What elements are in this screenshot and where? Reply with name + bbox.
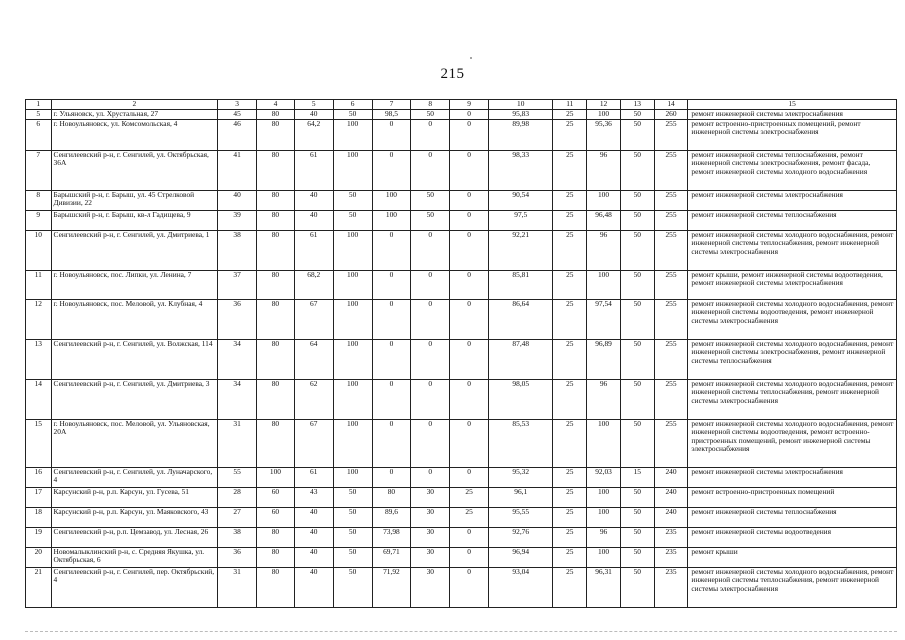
value-cell: 50 — [333, 487, 372, 507]
value-cell: 0 — [411, 379, 450, 419]
value-cell: 50 — [333, 567, 372, 607]
value-cell: 50 — [620, 567, 654, 607]
table-row — [26, 487, 897, 507]
value-cell: 50 — [620, 507, 654, 527]
value-cell: 50 — [620, 419, 654, 467]
value-cell: 0 — [450, 230, 489, 270]
value-cell: 235 — [654, 547, 688, 567]
value-cell: 87,48 — [489, 339, 553, 379]
value-cell: 0 — [450, 190, 489, 210]
value-cell: 40 — [294, 527, 333, 547]
value-cell: 96 — [587, 230, 621, 270]
row-number-cell: 19 — [26, 527, 52, 547]
value-cell: 0 — [411, 119, 450, 150]
column-number-cell: 15 — [688, 100, 897, 110]
repair-works-cell: ремонт инженерной системы теплоснабжения — [688, 507, 897, 527]
repair-works-cell: ремонт крыши, ремонт инженерной системы водоотведения, ремонт инженерной системы электроснабжения — [688, 270, 897, 299]
value-cell: 100 — [333, 119, 372, 150]
row-number-cell: 16 — [26, 467, 52, 487]
address-cell: Карсунский р-н, р.п. Карсун, ул. Маяковского, 43 — [51, 507, 218, 527]
value-cell: 50 — [333, 109, 372, 119]
value-cell: 50 — [620, 230, 654, 270]
value-cell: 28 — [218, 487, 257, 507]
value-cell: 100 — [333, 339, 372, 379]
row-number-cell: 15 — [26, 419, 52, 467]
value-cell: 100 — [587, 109, 621, 119]
value-cell: 80 — [257, 210, 295, 230]
header-row — [26, 100, 897, 110]
value-cell: 98,05 — [489, 379, 553, 419]
value-cell: 50 — [411, 109, 450, 119]
value-cell: 25 — [553, 467, 587, 487]
value-cell: 255 — [654, 339, 688, 379]
repair-works-cell: ремонт инженерной системы холодного водоснабжения, ремонт инженерной системы теплоснабжения, ремонт инженерной системы электроснабжения — [688, 567, 897, 607]
value-cell: 40 — [294, 190, 333, 210]
value-cell: 95,83 — [489, 109, 553, 119]
value-cell: 0 — [450, 270, 489, 299]
value-cell: 25 — [553, 109, 587, 119]
value-cell: 85,53 — [489, 419, 553, 467]
value-cell: 40 — [294, 507, 333, 527]
value-cell: 25 — [553, 150, 587, 190]
table-row — [26, 339, 897, 379]
value-cell: 80 — [372, 487, 411, 507]
repair-works-cell: ремонт инженерной системы электроснабжения — [688, 109, 897, 119]
value-cell: 80 — [257, 339, 295, 379]
value-cell: 50 — [620, 379, 654, 419]
value-cell: 50 — [620, 270, 654, 299]
value-cell: 40 — [294, 109, 333, 119]
repair-works-cell: ремонт инженерной системы электроснабжения — [688, 190, 897, 210]
value-cell: 40 — [218, 190, 257, 210]
value-cell: 100 — [333, 379, 372, 419]
value-cell: 80 — [257, 379, 295, 419]
value-cell: 61 — [294, 150, 333, 190]
row-number-cell: 17 — [26, 487, 52, 507]
value-cell: 100 — [587, 487, 621, 507]
value-cell: 71,92 — [372, 567, 411, 607]
value-cell: 60 — [257, 507, 295, 527]
row-number-cell: 11 — [26, 270, 52, 299]
value-cell: 255 — [654, 270, 688, 299]
value-cell: 50 — [333, 507, 372, 527]
value-cell: 25 — [553, 379, 587, 419]
value-cell: 40 — [294, 567, 333, 607]
value-cell: 41 — [218, 150, 257, 190]
value-cell: 25 — [553, 299, 587, 339]
value-cell: 255 — [654, 230, 688, 270]
value-cell: 97,54 — [587, 299, 621, 339]
value-cell: 0 — [450, 210, 489, 230]
repair-works-cell: ремонт инженерной системы теплоснабжения, ремонт инженерной системы электроснабжения, ремонт фасада, ремонт инженерной системы холодного водоснабжения — [688, 150, 897, 190]
value-cell: 68,2 — [294, 270, 333, 299]
value-cell: 0 — [372, 379, 411, 419]
value-cell: 100 — [587, 507, 621, 527]
repair-works-cell: ремонт инженерной системы водоотведения — [688, 527, 897, 547]
value-cell: 240 — [654, 507, 688, 527]
value-cell: 98,5 — [372, 109, 411, 119]
table-row — [26, 567, 897, 607]
value-cell: 25 — [553, 547, 587, 567]
value-cell: 25 — [553, 339, 587, 379]
repair-works-cell: ремонт инженерной системы электроснабжения — [688, 467, 897, 487]
value-cell: 95,36 — [587, 119, 621, 150]
value-cell: 100 — [372, 190, 411, 210]
column-number-cell: 10 — [489, 100, 553, 110]
column-number-cell: 8 — [411, 100, 450, 110]
column-number-cell: 12 — [587, 100, 621, 110]
column-number-cell: 5 — [294, 100, 333, 110]
value-cell: 0 — [372, 299, 411, 339]
value-cell: 50 — [333, 527, 372, 547]
value-cell: 30 — [411, 567, 450, 607]
address-cell: Барышский р-н, г. Барыш, ул. 45 Стрелковой Дивизии, 22 — [51, 190, 218, 210]
table-row — [26, 299, 897, 339]
value-cell: 100 — [587, 270, 621, 299]
value-cell: 36 — [218, 547, 257, 567]
row-number-cell: 12 — [26, 299, 52, 339]
value-cell: 50 — [620, 299, 654, 339]
value-cell: 50 — [411, 210, 450, 230]
value-cell: 27 — [218, 507, 257, 527]
value-cell: 67 — [294, 299, 333, 339]
value-cell: 64 — [294, 339, 333, 379]
table-row — [26, 230, 897, 270]
table-row — [26, 190, 897, 210]
value-cell: 50 — [411, 190, 450, 210]
row-number-cell: 7 — [26, 150, 52, 190]
data-table — [25, 99, 897, 608]
value-cell: 235 — [654, 527, 688, 547]
value-cell: 25 — [553, 270, 587, 299]
repair-works-cell: ремонт инженерной системы холодного водоснабжения, ремонт инженерной системы водоотведения, ремонт встроенно-пристроенных помещений, ремонт инженерной системы электроснабжения — [688, 419, 897, 467]
value-cell: 240 — [654, 467, 688, 487]
value-cell: 64,2 — [294, 119, 333, 150]
value-cell: 96 — [587, 150, 621, 190]
value-cell: 0 — [411, 270, 450, 299]
address-cell: Новомалыклинский р-н, с. Средняя Якушка, ул. Октябрьская, 6 — [51, 547, 218, 567]
value-cell: 255 — [654, 379, 688, 419]
address-cell: Карсунский р-н, р.п. Карсун, ул. Гусева, 51 — [51, 487, 218, 507]
value-cell: 0 — [450, 119, 489, 150]
value-cell: 96 — [587, 379, 621, 419]
value-cell: 46 — [218, 119, 257, 150]
value-cell: 55 — [218, 467, 257, 487]
value-cell: 0 — [411, 150, 450, 190]
value-cell: 73,98 — [372, 527, 411, 547]
address-cell: Барышский р-н, г. Барыш, кв-л Гадищева, 9 — [51, 210, 218, 230]
table-row — [26, 210, 897, 230]
value-cell: 30 — [411, 527, 450, 547]
value-cell: 97,5 — [489, 210, 553, 230]
table-row — [26, 467, 897, 487]
value-cell: 80 — [257, 299, 295, 339]
value-cell: 0 — [372, 270, 411, 299]
value-cell: 50 — [620, 190, 654, 210]
value-cell: 96,1 — [489, 487, 553, 507]
value-cell: 96,94 — [489, 547, 553, 567]
value-cell: 0 — [450, 339, 489, 379]
address-cell: г. Новоульяновск, ул. Комсомольская, 4 — [51, 119, 218, 150]
row-number-cell: 8 — [26, 190, 52, 210]
value-cell: 0 — [411, 299, 450, 339]
value-cell: 0 — [372, 150, 411, 190]
row-number-cell: 14 — [26, 379, 52, 419]
row-number-cell: 9 — [26, 210, 52, 230]
value-cell: 100 — [372, 210, 411, 230]
table-row — [26, 507, 897, 527]
address-cell: г. Новоульяновск, пос. Меловой, ул. Клубная, 4 — [51, 299, 218, 339]
row-number-cell: 18 — [26, 507, 52, 527]
repair-works-cell: ремонт инженерной системы теплоснабжения — [688, 210, 897, 230]
value-cell: 25 — [553, 230, 587, 270]
value-cell: 45 — [218, 109, 257, 119]
row-number-cell: 20 — [26, 547, 52, 567]
repair-works-cell: ремонт инженерной системы холодного водоснабжения, ремонт инженерной системы водоотведения, ремонт инженерной системы электроснабжения — [688, 299, 897, 339]
value-cell: 80 — [257, 230, 295, 270]
value-cell: 50 — [620, 339, 654, 379]
column-number-cell: 2 — [51, 100, 218, 110]
value-cell: 0 — [372, 467, 411, 487]
value-cell: 89,6 — [372, 507, 411, 527]
row-number-cell: 6 — [26, 119, 52, 150]
value-cell: 95,55 — [489, 507, 553, 527]
value-cell: 0 — [411, 339, 450, 379]
value-cell: 0 — [411, 230, 450, 270]
value-cell: 25 — [553, 507, 587, 527]
value-cell: 100 — [333, 299, 372, 339]
row-number-cell: 21 — [26, 567, 52, 607]
value-cell: 89,98 — [489, 119, 553, 150]
value-cell: 235 — [654, 567, 688, 607]
value-cell: 50 — [620, 547, 654, 567]
value-cell: 86,64 — [489, 299, 553, 339]
row-number-cell: 10 — [26, 230, 52, 270]
value-cell: 0 — [411, 467, 450, 487]
value-cell: 100 — [333, 230, 372, 270]
column-number-cell: 11 — [553, 100, 587, 110]
table-row — [26, 150, 897, 190]
value-cell: 31 — [218, 419, 257, 467]
value-cell: 15 — [620, 467, 654, 487]
value-cell: 95,32 — [489, 467, 553, 487]
value-cell: 100 — [587, 419, 621, 467]
repair-works-cell: ремонт встроенно-пристроенных помещений, ремонт инженерной системы электроснабжения — [688, 119, 897, 150]
value-cell: 31 — [218, 567, 257, 607]
value-cell: 96,89 — [587, 339, 621, 379]
value-cell: 25 — [450, 487, 489, 507]
column-number-cell: 9 — [450, 100, 489, 110]
repair-works-cell: ремонт инженерной системы холодного водоснабжения, ремонт инженерной системы теплоснабжения, ремонт инженерной системы электроснабжения — [688, 230, 897, 270]
value-cell: 30 — [411, 507, 450, 527]
value-cell: 67 — [294, 419, 333, 467]
table-row — [26, 119, 897, 150]
value-cell: 38 — [218, 527, 257, 547]
value-cell: 100 — [587, 190, 621, 210]
value-cell: 37 — [218, 270, 257, 299]
repair-works-cell: ремонт инженерной системы холодного водоснабжения, ремонт инженерной системы теплоснабжения, ремонт инженерной системы электроснабжения — [688, 379, 897, 419]
page-footer-edge — [25, 631, 897, 632]
value-cell: 96 — [587, 527, 621, 547]
table-row — [26, 547, 897, 567]
value-cell: 80 — [257, 109, 295, 119]
value-cell: 80 — [257, 270, 295, 299]
value-cell: 260 — [654, 109, 688, 119]
value-cell: 80 — [257, 567, 295, 607]
value-cell: 0 — [450, 547, 489, 567]
page-number: 215 — [440, 66, 465, 82]
value-cell: 255 — [654, 210, 688, 230]
value-cell: 50 — [333, 547, 372, 567]
value-cell: 0 — [372, 230, 411, 270]
column-number-cell: 14 — [654, 100, 688, 110]
table-row — [26, 527, 897, 547]
value-cell: 93,04 — [489, 567, 553, 607]
address-cell: Сенгилеевский р-н, г. Сенгилей, ул. Дмитриева, 3 — [51, 379, 218, 419]
value-cell: 25 — [553, 527, 587, 547]
value-cell: 0 — [372, 419, 411, 467]
value-cell: 34 — [218, 379, 257, 419]
value-cell: 80 — [257, 190, 295, 210]
value-cell: 50 — [620, 527, 654, 547]
value-cell: 240 — [654, 487, 688, 507]
value-cell: 39 — [218, 210, 257, 230]
address-cell: г. Новоульяновск, пос. Меловой, ул. Ульяновская, 20А — [51, 419, 218, 467]
value-cell: 255 — [654, 190, 688, 210]
value-cell: 43 — [294, 487, 333, 507]
column-number-cell: 4 — [257, 100, 295, 110]
address-cell: Сенгилеевский р-н, р.п. Цемзавод, ул. Лесная, 26 — [51, 527, 218, 547]
value-cell: 0 — [411, 419, 450, 467]
address-cell: Сенгилеевский р-н, г. Сенгилей, ул. Дмитриева, 1 — [51, 230, 218, 270]
table-row — [26, 109, 897, 119]
row-number-cell: 5 — [26, 109, 52, 119]
value-cell: 0 — [450, 299, 489, 339]
value-cell: 30 — [411, 487, 450, 507]
value-cell: 85,81 — [489, 270, 553, 299]
value-cell: 92,03 — [587, 467, 621, 487]
address-cell: г. Новоульяновск, пос. Липки, ул. Ленина, 7 — [51, 270, 218, 299]
value-cell: 0 — [450, 467, 489, 487]
value-cell: 50 — [620, 487, 654, 507]
value-cell: 50 — [620, 119, 654, 150]
table-row — [26, 379, 897, 419]
value-cell: 0 — [372, 119, 411, 150]
value-cell: 255 — [654, 419, 688, 467]
value-cell: 0 — [450, 109, 489, 119]
row-number-cell: 13 — [26, 339, 52, 379]
table-row — [26, 419, 897, 467]
value-cell: 25 — [450, 507, 489, 527]
value-cell: 100 — [333, 467, 372, 487]
address-cell: г. Ульяновск, ул. Хрустальная, 27 — [51, 109, 218, 119]
value-cell: 255 — [654, 299, 688, 339]
value-cell: 100 — [257, 467, 295, 487]
value-cell: 0 — [450, 150, 489, 190]
value-cell: 50 — [620, 210, 654, 230]
value-cell: 34 — [218, 339, 257, 379]
value-cell: 0 — [450, 379, 489, 419]
value-cell: 80 — [257, 150, 295, 190]
repair-works-cell: ремонт крыши — [688, 547, 897, 567]
value-cell: 0 — [450, 567, 489, 607]
value-cell: 38 — [218, 230, 257, 270]
value-cell: 25 — [553, 190, 587, 210]
column-number-cell: 13 — [620, 100, 654, 110]
column-number-cell: 3 — [218, 100, 257, 110]
value-cell: 0 — [372, 339, 411, 379]
value-cell: 92,21 — [489, 230, 553, 270]
value-cell: 40 — [294, 210, 333, 230]
value-cell: 100 — [333, 270, 372, 299]
value-cell: 30 — [411, 547, 450, 567]
value-cell: 100 — [333, 419, 372, 467]
value-cell: 40 — [294, 547, 333, 567]
value-cell: 50 — [620, 150, 654, 190]
repair-works-cell: ремонт встроенно-пристроенных помещений — [688, 487, 897, 507]
value-cell: 25 — [553, 487, 587, 507]
value-cell: 80 — [257, 527, 295, 547]
value-cell: 92,76 — [489, 527, 553, 547]
table-row — [26, 270, 897, 299]
value-cell: 98,33 — [489, 150, 553, 190]
address-cell: Сенгилеевский р-н, г. Сенгилей, ул. Октябрьская, 36А — [51, 150, 218, 190]
value-cell: 100 — [587, 547, 621, 567]
value-cell: 100 — [333, 150, 372, 190]
column-number-cell: 1 — [26, 100, 52, 110]
value-cell: 80 — [257, 419, 295, 467]
column-number-cell: 7 — [372, 100, 411, 110]
value-cell: 36 — [218, 299, 257, 339]
value-cell: 61 — [294, 230, 333, 270]
value-cell: 255 — [654, 119, 688, 150]
value-cell: 61 — [294, 467, 333, 487]
value-cell: 25 — [553, 210, 587, 230]
value-cell: 0 — [450, 419, 489, 467]
value-cell: 25 — [553, 567, 587, 607]
value-cell: 50 — [333, 190, 372, 210]
value-cell: 0 — [450, 527, 489, 547]
value-cell: 80 — [257, 119, 295, 150]
value-cell: 25 — [553, 119, 587, 150]
column-number-cell: 6 — [333, 100, 372, 110]
value-cell: 50 — [620, 109, 654, 119]
value-cell: 69,71 — [372, 547, 411, 567]
value-cell: 80 — [257, 547, 295, 567]
value-cell: 96,31 — [587, 567, 621, 607]
address-cell: Сенгилеевский р-н, г. Сенгилей, ул. Луначарского, 4 — [51, 467, 218, 487]
repair-works-cell: ремонт инженерной системы холодного водоснабжения, ремонт инженерной системы электроснабжения, ремонт инженерной системы теплоснабжения — [688, 339, 897, 379]
value-cell: 50 — [333, 210, 372, 230]
address-cell: Сенгилеевский р-н, г. Сенгилей, пер. Октябрьский, 4 — [51, 567, 218, 607]
value-cell: 96,48 — [587, 210, 621, 230]
value-cell: 60 — [257, 487, 295, 507]
value-cell: 25 — [553, 419, 587, 467]
value-cell: 90,54 — [489, 190, 553, 210]
address-cell: Сенгилеевский р-н, г. Сенгилей, ул. Волжская, 114 — [51, 339, 218, 379]
value-cell: 255 — [654, 150, 688, 190]
value-cell: 62 — [294, 379, 333, 419]
